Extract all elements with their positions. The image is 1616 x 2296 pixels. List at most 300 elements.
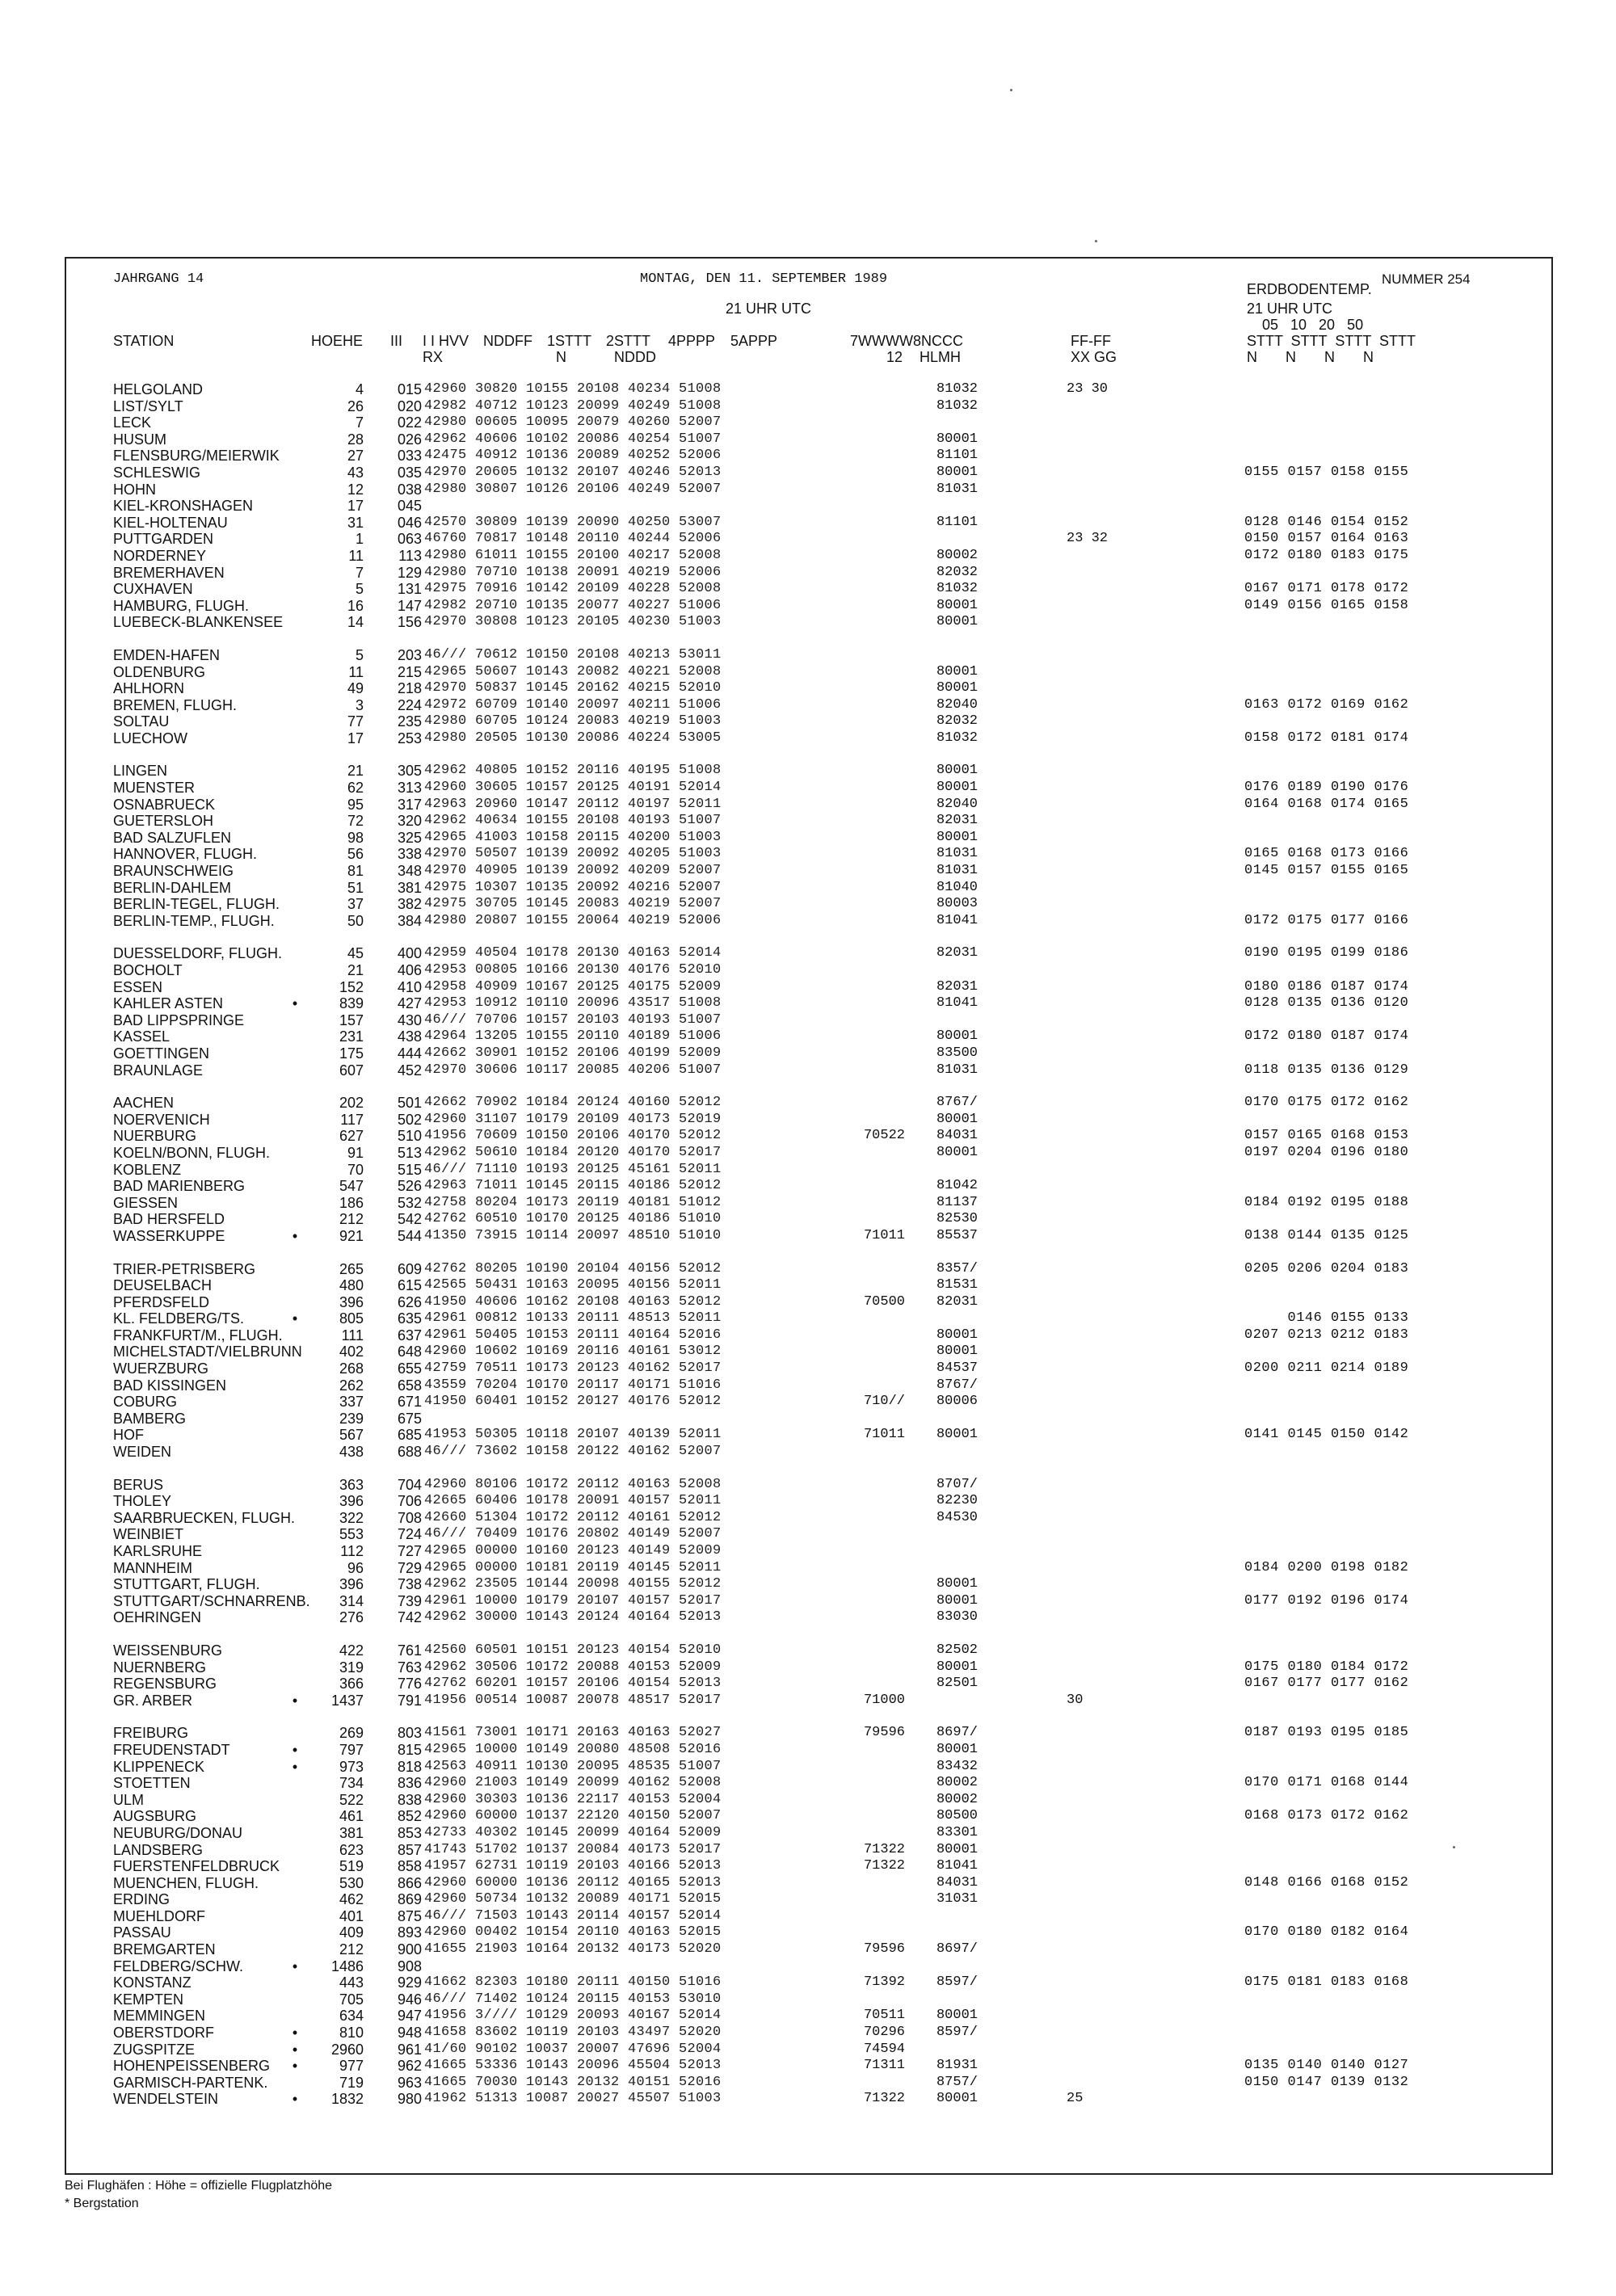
cloud-group: 80001 xyxy=(936,1592,978,1608)
table-row xyxy=(0,1693,1616,1709)
cloud-group: 80001 xyxy=(936,663,978,679)
observation-groups: 46/// 71110 10193 20125 45161 52011 xyxy=(424,1161,722,1177)
station-height: 269 xyxy=(339,1725,364,1742)
station-name: BAD HERSFELD xyxy=(113,1211,225,1228)
station-name: STOETTEN xyxy=(113,1775,191,1792)
soil-temperatures: 0155 0157 0158 0155 xyxy=(1244,464,1409,480)
observation-groups: 42662 70902 10184 20124 40160 52012 xyxy=(424,1095,722,1111)
soil-temperatures: 0172 0180 0187 0174 xyxy=(1244,1028,1409,1045)
col-iihvv: I I HVV xyxy=(423,333,469,349)
mountain-marker: • xyxy=(292,1741,298,1758)
station-height: 314 xyxy=(339,1592,364,1609)
station-name: NEUBURG/DONAU xyxy=(113,1824,243,1841)
station-height: 202 xyxy=(339,1095,364,1112)
station-id: 615 xyxy=(397,1277,422,1294)
station-name: KASSEL xyxy=(113,1028,170,1045)
weather-group: 79596 xyxy=(863,1725,905,1741)
cloud-group: 80001 xyxy=(936,1144,978,1160)
station-name: BREMGARTEN xyxy=(113,1941,216,1958)
soil-temperatures: 0207 0213 0212 0183 xyxy=(1244,1327,1409,1343)
station-height: 1832 xyxy=(330,2091,364,2108)
table-row xyxy=(0,1427,1616,1444)
cloud-group: 81032 xyxy=(936,581,978,597)
cloud-group: 81031 xyxy=(936,846,978,862)
soil-temperatures: 0148 0166 0168 0152 xyxy=(1244,1874,1409,1890)
report-time: 21 UHR UTC xyxy=(726,301,812,317)
cloud-group: 81040 xyxy=(936,879,978,895)
cloud-group: 82032 xyxy=(936,713,978,730)
station-name: SOLTAU xyxy=(113,713,170,730)
station-name: FLENSBURG/MEIERWIK xyxy=(113,448,280,465)
observation-groups: 42970 20605 10132 20107 40246 52013 xyxy=(424,464,722,480)
table-row xyxy=(0,2042,1616,2058)
station-id: 637 xyxy=(397,1327,422,1344)
station-name: KOBLENZ xyxy=(113,1161,182,1178)
station-id: 156 xyxy=(397,614,422,631)
station-name: FREUDENSTADT xyxy=(113,1741,230,1758)
table-row xyxy=(0,1277,1616,1294)
scan-speck xyxy=(1453,1846,1455,1848)
station-id: 727 xyxy=(397,1543,422,1559)
station-name: KIEL-KRONSHAGEN xyxy=(113,498,254,515)
table-row xyxy=(0,1394,1616,1411)
soil-temperatures: 0172 0175 0177 0166 xyxy=(1244,912,1409,928)
station-height: 519 xyxy=(339,1858,364,1875)
observation-groups: 42980 60705 10124 20083 40219 51003 xyxy=(424,713,722,730)
station-id: 045 xyxy=(397,498,422,515)
station-name: OEHRINGEN xyxy=(113,1609,202,1626)
observation-groups: 42965 00000 10181 20119 40145 52011 xyxy=(424,1559,722,1575)
col-8nccc-hlmh: HLMH xyxy=(920,349,962,365)
station-height: 973 xyxy=(339,1758,364,1775)
cloud-group: 82040 xyxy=(936,796,978,812)
cloud-group: 8597/ xyxy=(936,2025,978,2041)
station-name: BERLIN-DAHLEM xyxy=(113,879,232,896)
table-row xyxy=(0,1676,1616,1693)
scan-speck xyxy=(1095,240,1097,242)
jahrgang: JAHRGANG 14 xyxy=(113,271,204,287)
weather-group: 71322 xyxy=(863,1841,905,1857)
cloud-group: 80001 xyxy=(936,1111,978,1127)
table-row xyxy=(0,565,1616,582)
station-height: 56 xyxy=(347,846,364,863)
station-id: 738 xyxy=(397,1576,422,1593)
col-7wwww-12: 12 xyxy=(886,349,903,365)
station-height: 276 xyxy=(339,1609,364,1626)
station-name: MEMMINGEN xyxy=(113,2008,205,2025)
table-row xyxy=(0,1576,1616,1593)
table-row xyxy=(0,1062,1616,1079)
station-id: 510 xyxy=(397,1128,422,1145)
soil-temperatures: 0172 0180 0183 0175 xyxy=(1244,547,1409,563)
station-height: 212 xyxy=(339,1211,364,1228)
footnote-airports: Bei Flughäfen : Höhe = offizielle Flugplatzhöhe xyxy=(65,2179,333,2193)
station-name: KIEL-HOLTENAU xyxy=(113,514,228,531)
observation-groups: 42965 00000 10160 20123 40149 52009 xyxy=(424,1543,722,1558)
table-row xyxy=(0,614,1616,631)
station-name: BERLIN-TEGEL, FLUGH. xyxy=(113,896,280,913)
station-id: 818 xyxy=(397,1758,422,1775)
table-row xyxy=(0,713,1616,730)
observation-groups: 46760 70817 10148 20110 40244 52006 xyxy=(424,531,722,547)
cloud-group: 81032 xyxy=(936,381,978,397)
cloud-group: 8597/ xyxy=(936,1974,978,1991)
table-row xyxy=(0,1560,1616,1577)
soil-depths: 05 10 20 50 xyxy=(1262,317,1364,333)
station-id: 742 xyxy=(397,1609,422,1626)
station-id: 203 xyxy=(397,646,422,663)
station-name: TRIER-PETRISBERG xyxy=(113,1260,256,1277)
station-id: 015 xyxy=(397,381,422,397)
observation-groups: 42762 60510 10170 20125 40186 51010 xyxy=(424,1211,722,1227)
observation-groups: 42960 10602 10169 20116 40161 53012 xyxy=(424,1344,722,1360)
weather-group: 71322 xyxy=(863,1858,905,1874)
table-row xyxy=(0,431,1616,448)
station-name: LANDSBERG xyxy=(113,1841,204,1858)
cloud-group: 80002 xyxy=(936,547,978,563)
station-id: 946 xyxy=(397,1991,422,2008)
soil-temperatures: 0175 0180 0184 0172 xyxy=(1244,1659,1409,1675)
station-name: LUECHOW xyxy=(113,730,188,746)
table-row xyxy=(0,1012,1616,1029)
observation-groups: 41662 82303 10180 20111 40150 51016 xyxy=(424,1974,722,1991)
mountain-marker: • xyxy=(292,1227,298,1244)
col-nddff: NDDFF xyxy=(483,333,532,349)
soil-temperatures: 0180 0186 0187 0174 xyxy=(1244,978,1409,995)
table-row xyxy=(0,1808,1616,1825)
soil-temperatures: 0158 0172 0181 0174 xyxy=(1244,730,1409,746)
station-id: 381 xyxy=(397,879,422,896)
station-id: 544 xyxy=(397,1227,422,1244)
table-row xyxy=(0,1991,1616,2008)
observation-groups: 42960 30605 10157 20125 40191 52014 xyxy=(424,780,722,796)
station-name: WENDELSTEIN xyxy=(113,2091,219,2108)
station-height: 462 xyxy=(339,1891,364,1908)
table-row xyxy=(0,780,1616,797)
table-row xyxy=(0,1659,1616,1676)
station-id: 452 xyxy=(397,1062,422,1079)
observation-groups: 46/// 70706 10157 20103 40193 51007 xyxy=(424,1011,722,1028)
station-name: BRAUNSCHWEIG xyxy=(113,863,234,880)
cloud-group: 80002 xyxy=(936,1791,978,1807)
station-name: COBURG xyxy=(113,1394,178,1411)
gust-group: 23 32 xyxy=(1067,531,1109,547)
observation-groups: 43559 70204 10170 20117 40171 51016 xyxy=(424,1377,722,1393)
station-id: 317 xyxy=(397,796,422,813)
station-name: WUERZBURG xyxy=(113,1360,208,1377)
cloud-group: 80006 xyxy=(936,1394,978,1410)
table-row xyxy=(0,1310,1616,1327)
station-id: 763 xyxy=(397,1659,422,1676)
table-row xyxy=(0,1128,1616,1145)
station-name: LIST/SYLT xyxy=(113,397,183,414)
observation-groups: 42960 60000 10136 20112 40165 52013 xyxy=(424,1874,722,1890)
station-height: 805 xyxy=(339,1310,364,1327)
station-id: 852 xyxy=(397,1808,422,1825)
station-id: 626 xyxy=(397,1293,422,1310)
station-name: HOHENPEISSENBERG xyxy=(113,2058,271,2075)
station-height: 98 xyxy=(347,829,364,846)
cloud-group: 80001 xyxy=(936,680,978,696)
station-height: 921 xyxy=(339,1227,364,1244)
table-row xyxy=(0,647,1616,664)
table-row xyxy=(0,880,1616,897)
table-row xyxy=(0,2025,1616,2042)
station-height: 977 xyxy=(339,2058,364,2075)
col-2sttt-nddd: NDDD xyxy=(614,349,656,365)
station-height: 480 xyxy=(339,1277,364,1294)
station-height: 186 xyxy=(339,1194,364,1211)
station-height: 49 xyxy=(347,680,364,697)
observation-groups: 42982 20710 10135 20077 40227 51006 xyxy=(424,597,722,613)
station-name: WEISSENBURG xyxy=(113,1642,223,1659)
col-8nccc: 8NCCC xyxy=(913,333,964,349)
station-height: 17 xyxy=(347,498,364,515)
table-row xyxy=(0,2008,1616,2025)
station-height: 319 xyxy=(339,1659,364,1676)
weather-group: 70522 xyxy=(863,1128,905,1144)
station-name: MUENCHEN, FLUGH. xyxy=(113,1874,259,1891)
observation-groups: 41956 3//// 10129 20093 40167 52014 xyxy=(424,2008,722,2024)
cloud-group: 80001 xyxy=(936,431,978,447)
observation-groups: 42970 30808 10123 20105 40230 51003 xyxy=(424,614,722,630)
station-id: 215 xyxy=(397,663,422,680)
table-row xyxy=(0,1178,1616,1195)
station-id: 947 xyxy=(397,2008,422,2025)
table-row xyxy=(0,1642,1616,1659)
station-height: 111 xyxy=(341,1327,364,1344)
soil-temperatures: 0163 0172 0169 0162 xyxy=(1244,696,1409,713)
station-height: 5 xyxy=(355,646,364,663)
table-row xyxy=(0,481,1616,498)
cloud-group: 8757/ xyxy=(936,2074,978,2090)
soil-temperatures: 0135 0140 0140 0127 xyxy=(1244,2058,1409,2074)
observation-groups: 41350 73915 10114 20097 48510 51010 xyxy=(424,1227,722,1243)
report-number: NUMMER 254 xyxy=(1382,271,1471,287)
station-id: 406 xyxy=(397,962,422,978)
table-row xyxy=(0,1543,1616,1560)
station-id: 129 xyxy=(397,564,422,581)
observation-groups: 42962 30506 10172 20088 40153 52009 xyxy=(424,1659,722,1675)
station-height: 396 xyxy=(339,1493,364,1510)
station-name: OLDENBURG xyxy=(113,663,206,680)
table-row xyxy=(0,1327,1616,1344)
observation-groups: 42964 13205 10155 20110 40189 51006 xyxy=(424,1028,722,1045)
station-height: 12 xyxy=(347,481,364,498)
station-height: 72 xyxy=(347,813,364,830)
station-id: 325 xyxy=(397,829,422,846)
cloud-group: 81931 xyxy=(936,2058,978,2074)
station-height: 719 xyxy=(339,2074,364,2091)
mountain-marker: • xyxy=(292,1692,298,1709)
station-name: NUERNBERG xyxy=(113,1659,207,1676)
table-row xyxy=(0,1825,1616,1842)
station-id: 838 xyxy=(397,1791,422,1808)
station-id: 444 xyxy=(397,1045,422,1062)
station-name: STUTTGART/SCHNARRENB. xyxy=(113,1592,310,1609)
station-name: KONSTANZ xyxy=(113,1974,191,1991)
station-id: 033 xyxy=(397,448,422,465)
station-id: 147 xyxy=(397,597,422,614)
table-row xyxy=(0,1444,1616,1461)
col-iii: III xyxy=(390,333,403,349)
station-id: 438 xyxy=(397,1028,422,1045)
station-id: 729 xyxy=(397,1559,422,1576)
weather-group: 710// xyxy=(863,1394,905,1410)
station-id: 338 xyxy=(397,846,422,863)
station-height: 522 xyxy=(339,1791,364,1808)
table-row xyxy=(0,1858,1616,1875)
soil-temperatures: 0167 0177 0177 0162 xyxy=(1244,1676,1409,1692)
report-date: MONTAG, DEN 11. SEPTEMBER 1989 xyxy=(640,271,888,287)
station-name: BAD SALZUFLEN xyxy=(113,829,232,846)
station-height: 265 xyxy=(339,1260,364,1277)
table-row xyxy=(0,1908,1616,1925)
weather-group: 79596 xyxy=(863,1941,905,1957)
station-height: 96 xyxy=(347,1559,364,1576)
cloud-group: 8357/ xyxy=(936,1260,978,1276)
station-height: 396 xyxy=(339,1293,364,1310)
station-id: 655 xyxy=(397,1360,422,1377)
cloud-group: 81041 xyxy=(936,912,978,928)
observation-groups: 41956 00514 10087 20078 48517 52017 xyxy=(424,1692,722,1708)
station-height: 839 xyxy=(339,995,364,1012)
table-row xyxy=(0,598,1616,615)
table-row xyxy=(0,548,1616,565)
station-id: 948 xyxy=(397,2025,422,2042)
station-name: KAHLER ASTEN xyxy=(113,995,224,1012)
station-id: 026 xyxy=(397,431,422,448)
table-row xyxy=(0,1145,1616,1162)
weather-group: 70500 xyxy=(863,1293,905,1310)
station-height: 567 xyxy=(339,1427,364,1444)
mountain-marker: • xyxy=(292,1758,298,1775)
station-name: KL. FELDBERG/TS. xyxy=(113,1310,245,1327)
station-name: WEIDEN xyxy=(113,1444,171,1461)
observation-groups: 41957 62731 10119 20103 40166 52013 xyxy=(424,1858,722,1874)
station-height: 810 xyxy=(339,2025,364,2042)
station-name: FUERSTENFELDBRUCK xyxy=(113,1858,280,1875)
station-id: 430 xyxy=(397,1011,422,1028)
station-name: KEMPTEN xyxy=(113,1991,184,2008)
observation-groups: 42733 40302 10145 20099 40164 52009 xyxy=(424,1824,722,1840)
station-name: LUEBECK-BLANKENSEE xyxy=(113,614,284,631)
soil-temperatures: 0128 0135 0136 0120 xyxy=(1244,995,1409,1011)
station-height: 381 xyxy=(339,1824,364,1841)
station-height: 239 xyxy=(339,1410,364,1427)
soil-temperatures: 0167 0171 0178 0172 xyxy=(1244,581,1409,597)
cloud-group: 82031 xyxy=(936,813,978,829)
observation-groups: 42962 50610 10184 20120 40170 52017 xyxy=(424,1144,722,1160)
table-row xyxy=(0,531,1616,548)
table-row xyxy=(0,962,1616,979)
station-height: 70 xyxy=(347,1161,364,1178)
station-id: 706 xyxy=(397,1493,422,1510)
station-height: 1486 xyxy=(330,1957,364,1974)
cloud-group: 80001 xyxy=(936,614,978,630)
observation-groups: 42962 40634 10155 20108 40193 51007 xyxy=(424,813,722,829)
observation-groups: 42980 70710 10138 20091 40219 52006 xyxy=(424,564,722,580)
station-height: 14 xyxy=(347,614,364,631)
observation-groups: 42762 60201 10157 20106 40154 52013 xyxy=(424,1676,722,1692)
table-row xyxy=(0,398,1616,415)
observation-groups: 42962 40805 10152 20116 40195 51008 xyxy=(424,763,722,779)
station-id: 857 xyxy=(397,1841,422,1858)
station-name: OBERSTDORF xyxy=(113,2025,215,2042)
station-id: 858 xyxy=(397,1858,422,1875)
station-name: ERDING xyxy=(113,1891,170,1908)
weather-group: 71311 xyxy=(863,2058,905,2074)
station-id: 675 xyxy=(397,1410,422,1427)
table-row xyxy=(0,581,1616,598)
table-row xyxy=(0,1294,1616,1311)
station-id: 980 xyxy=(397,2091,422,2108)
cloud-group: 80001 xyxy=(936,1028,978,1045)
cloud-group: 80001 xyxy=(936,763,978,779)
mountain-marker: • xyxy=(292,2025,298,2042)
station-id: 869 xyxy=(397,1891,422,1908)
table-row xyxy=(0,2058,1616,2075)
soil-temperatures: 0190 0195 0199 0186 xyxy=(1244,945,1409,961)
mountain-marker: • xyxy=(292,2091,298,2108)
station-name: BAMBERG xyxy=(113,1410,187,1427)
station-id: 224 xyxy=(397,696,422,713)
station-name: FELDBERG/SCHW. xyxy=(113,1957,244,1974)
mountain-marker: • xyxy=(292,995,298,1012)
observation-groups: 42975 10307 10135 20092 40216 52007 xyxy=(424,879,722,895)
table-row xyxy=(0,1228,1616,1245)
cloud-group: 80001 xyxy=(936,1344,978,1360)
station-id: 761 xyxy=(397,1642,422,1659)
station-id: 724 xyxy=(397,1526,422,1543)
cloud-group: 80001 xyxy=(936,597,978,613)
table-row xyxy=(0,830,1616,847)
col-rx: RX xyxy=(423,349,444,365)
station-name: DUESSELDORF, FLUGH. xyxy=(113,945,283,962)
station-height: 461 xyxy=(339,1808,364,1825)
station-height: 268 xyxy=(339,1360,364,1377)
station-name: SAARBRUECKEN, FLUGH. xyxy=(113,1509,296,1526)
table-row xyxy=(0,1211,1616,1228)
station-id: 235 xyxy=(397,713,422,730)
observation-groups: 42960 30303 10136 22117 40153 52004 xyxy=(424,1791,722,1807)
soil-temperatures: 0205 0206 0204 0183 xyxy=(1244,1260,1409,1276)
station-name: KOELN/BONN, FLUGH. xyxy=(113,1144,271,1161)
table-row xyxy=(0,1477,1616,1494)
observation-groups: 41665 53336 10143 20096 45504 52013 xyxy=(424,2058,722,2074)
station-name: THOLEY xyxy=(113,1493,172,1510)
station-height: 7 xyxy=(355,564,364,581)
station-height: 11 xyxy=(348,663,364,680)
station-height: 734 xyxy=(339,1775,364,1792)
station-height: 401 xyxy=(339,1907,364,1924)
station-id: 131 xyxy=(397,581,422,598)
station-height: 438 xyxy=(339,1444,364,1461)
station-name: STUTTGART, FLUGH. xyxy=(113,1576,260,1593)
observation-groups: 46/// 71503 10143 20114 40157 52014 xyxy=(424,1907,722,1924)
cloud-group: 82040 xyxy=(936,696,978,713)
col-7wwww: 7WWWW xyxy=(850,333,913,349)
table-row xyxy=(0,1875,1616,1892)
station-name: BREMEN, FLUGH. xyxy=(113,696,238,713)
cloud-group: 8767/ xyxy=(936,1377,978,1393)
cloud-group: 8707/ xyxy=(936,1476,978,1492)
table-row xyxy=(0,1377,1616,1394)
observation-groups: 42960 31107 10179 20109 40173 52019 xyxy=(424,1111,722,1127)
table-row xyxy=(0,813,1616,830)
station-height: 77 xyxy=(347,713,364,730)
table-row xyxy=(0,1526,1616,1543)
